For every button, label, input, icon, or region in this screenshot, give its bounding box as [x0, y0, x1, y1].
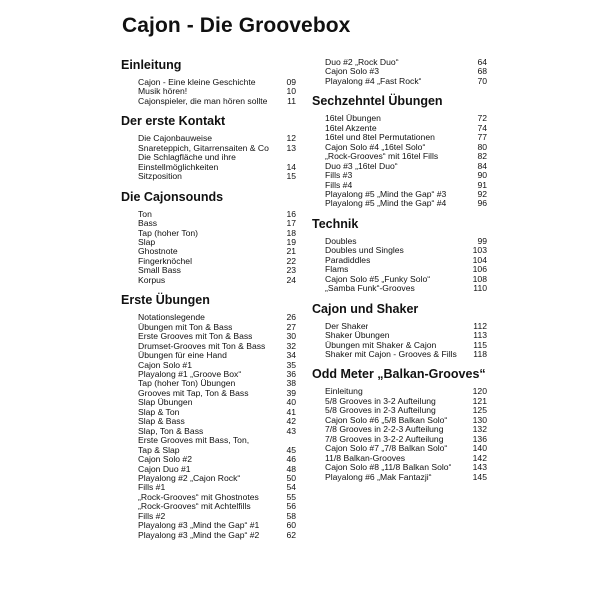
toc-entry-page: 39: [286, 387, 296, 398]
toc-entry-title: Übungen für eine Hand: [138, 351, 227, 361]
page-title: Cajon - Die Groovebox: [122, 14, 351, 37]
toc-entry-title: Shaker mit Cajon - Grooves & Fills: [325, 349, 457, 359]
toc-entry-page: 72: [477, 113, 487, 124]
toc-section: [121, 293, 296, 540]
toc-entry: [312, 256, 487, 265]
toc-entry: [121, 427, 296, 436]
toc-entry: [121, 87, 296, 96]
toc-column-right: [312, 58, 487, 490]
toc-column-left: [121, 58, 296, 548]
toc-entry-page: 77: [477, 132, 487, 143]
toc-entry-title: Bass: [138, 219, 158, 229]
toc-entry-title: 16tel Übungen: [325, 114, 381, 124]
toc-entry-page: 132: [472, 424, 487, 435]
toc-entry-page: 110: [473, 283, 487, 294]
toc-entry: [312, 124, 487, 133]
toc-entry: [312, 265, 487, 274]
toc-entry-title: Doubles und Singles: [325, 246, 404, 256]
toc-entry-title: Erste Grooves mit Ton & Bass: [138, 332, 253, 342]
section-heading: Die Cajonsounds: [121, 189, 224, 204]
section-heading: Sechzehntel Übungen: [312, 94, 443, 109]
toc-entry-page: 09: [286, 77, 296, 87]
toc-entry-title: Drumset-Grooves mit Ton & Bass: [138, 341, 266, 351]
toc-entry-page: 38: [286, 378, 296, 389]
toc-entry-page: 26: [286, 312, 296, 323]
toc-entry: [121, 361, 296, 370]
toc-entry-page: 143: [472, 462, 487, 473]
toc-entry: [121, 417, 296, 426]
toc-section: [312, 94, 487, 209]
toc-section: [312, 58, 487, 86]
toc-entry-title: Cajon Solo #6 „5/8 Balkan Solo“: [325, 415, 448, 425]
toc-entry-title: Playalong #3 „Mind the Gap“ #2: [138, 530, 260, 540]
toc-entry: [312, 406, 487, 415]
toc-entry: [312, 331, 487, 340]
toc-entry: [121, 163, 296, 172]
toc-entry-title: Cajon Solo #2: [138, 455, 192, 465]
toc-entry-title: Duo #3 „16tel Duo“: [325, 161, 398, 171]
toc-entry: [312, 246, 487, 255]
toc-entry-page: 16: [286, 208, 296, 219]
section-heading: Einleitung: [121, 58, 182, 72]
toc-entry-title: Sitzposition: [138, 172, 182, 182]
toc-entry: [121, 257, 296, 266]
toc-entry-page: 118: [473, 348, 487, 359]
toc-entry-page: 96: [477, 198, 487, 209]
toc-entry-title: 7/8 Grooves in 3-2-2 Aufteilung: [325, 434, 444, 444]
toc-entry-title: Doubles: [325, 236, 357, 246]
toc-entry: [121, 210, 296, 219]
toc-entry-page: 42: [286, 416, 296, 427]
toc-section: [312, 302, 487, 360]
toc-entry: [312, 435, 487, 444]
toc-entry: [312, 397, 487, 406]
toc-entry: [121, 379, 296, 388]
toc-section: [121, 114, 296, 181]
toc-entry-title: 16tel und 8tel Permutationen: [325, 133, 435, 143]
toc-entry: [121, 247, 296, 256]
toc-entry: [121, 323, 296, 332]
toc-entry: [121, 266, 296, 275]
toc-entry-title: Playalong #3 „Mind the Gap“ #1: [138, 521, 260, 531]
toc-entry-page: 30: [286, 331, 296, 342]
section-heading: Der erste Kontakt: [121, 114, 226, 129]
toc-entry-page: 45: [286, 444, 296, 455]
toc-entry: [121, 455, 296, 464]
toc-entry-page: 60: [286, 520, 296, 531]
toc-entry: [312, 237, 487, 246]
toc-entry: [312, 199, 487, 208]
toc-entry: [312, 67, 487, 76]
toc-entry: [312, 171, 487, 180]
toc-entry-title: Musik hören!: [138, 87, 188, 97]
toc-entry-page: 36: [286, 368, 296, 379]
toc-entry-title: Die Schlagfläche und ihre: [138, 153, 236, 163]
toc-entry-page: 10: [286, 86, 296, 97]
toc-entry-title: Tap (hoher Ton): [138, 228, 199, 238]
toc-entry-page: 11: [287, 95, 296, 106]
toc-section: [121, 58, 296, 106]
toc-entry-title: Einleitung: [325, 387, 363, 397]
toc-entry-page: 121: [472, 395, 487, 406]
toc-entry-title: Cajon Solo #5 „Funky Solo“: [325, 274, 431, 284]
toc-entry-title: Notationslegende: [138, 313, 205, 323]
toc-entry-title: Shaker Übungen: [325, 331, 390, 341]
toc-entry: [312, 425, 487, 434]
toc-section: [312, 367, 487, 482]
toc-entry: [121, 313, 296, 322]
toc-entry: [121, 408, 296, 417]
toc-entry-title: Slap: [138, 237, 156, 247]
toc-entry-title: Fills #2: [138, 511, 166, 521]
toc-entry-title: „Rock-Grooves“ mit Ghostnotes: [138, 492, 259, 502]
toc-entry-page: 22: [286, 255, 296, 266]
toc-entry-page: 56: [286, 501, 296, 512]
toc-entry: [121, 512, 296, 521]
toc-entry: [312, 444, 487, 453]
toc-entry-page: 62: [286, 529, 296, 540]
toc-entry-title: Grooves mit Tap, Ton & Bass: [138, 388, 249, 398]
toc-entry-title: Paradiddles: [325, 255, 371, 265]
toc-entry-title: Einstellmöglichkeiten: [138, 162, 219, 172]
toc-entry: [121, 493, 296, 502]
toc-entry: [121, 483, 296, 492]
toc-entry: [121, 153, 296, 162]
toc-entry: [312, 341, 487, 350]
toc-entry-page: 40: [286, 397, 296, 408]
toc-entry: [312, 190, 487, 199]
toc-entry-title: Cajonspieler, die man hören sollte: [138, 96, 268, 106]
toc-entry-title: Flams: [325, 265, 349, 275]
toc-entry-title: „Rock-Grooves“ mit Achtelfills: [138, 502, 251, 512]
toc-entry-page: 99: [477, 235, 487, 246]
toc-entry-page: 41: [286, 406, 296, 417]
toc-entry: [312, 463, 487, 472]
toc-entry-page: 106: [472, 264, 487, 275]
toc-entry: [312, 284, 487, 293]
toc-entry-title: 5/8 Grooves in 3-2 Aufteilung: [325, 396, 436, 406]
toc-entry: [312, 114, 487, 123]
toc-entry: [121, 389, 296, 398]
toc-entry-title: Ghostnote: [138, 247, 178, 257]
toc-entry-page: 14: [286, 161, 296, 172]
toc-entry: [121, 332, 296, 341]
toc-entry-page: 54: [286, 482, 296, 493]
toc-section: [121, 190, 296, 286]
toc-entry-page: 34: [286, 350, 296, 361]
toc-entry: [121, 276, 296, 285]
section-heading: Technik: [312, 216, 359, 231]
toc-entry-page: 21: [286, 246, 296, 257]
toc-entry-title: Korpus: [138, 275, 166, 285]
toc-entry-title: 11/8 Balkan-Grooves: [325, 453, 406, 463]
toc-entry-page: 91: [477, 179, 487, 190]
toc-entry: [312, 181, 487, 190]
toc-entry: [121, 474, 296, 483]
toc-entry-title: „Rock-Grooves“ mit 16tel Fills: [325, 152, 439, 162]
section-heading: Cajon und Shaker: [312, 301, 419, 316]
toc-entry-title: Snareteppich, Gitarrensaiten & Co: [138, 143, 269, 153]
toc-entry-page: 80: [477, 141, 487, 152]
toc-entry-page: 48: [286, 463, 296, 474]
toc-entry-title: Ton: [138, 209, 152, 219]
toc-entry: [312, 387, 487, 396]
toc-entry-title: 7/8 Grooves in 2-2-3 Aufteilung: [325, 425, 444, 435]
toc-entry: [312, 143, 487, 152]
toc-entry-title: Der Shaker: [325, 321, 369, 331]
toc-entry-page: 92: [477, 188, 487, 199]
toc-entry-title: Duo #2 „Rock Duo“: [325, 58, 399, 67]
toc-entry: [121, 531, 296, 540]
toc-entry-page: 13: [286, 142, 296, 153]
toc-entry-page: 68: [477, 66, 487, 77]
toc-entry: [121, 134, 296, 143]
toc-entry-title: Cajon - Eine kleine Geschichte: [138, 78, 256, 87]
toc-entry-title: Playalong #6 „Mak Fantazji“: [325, 472, 432, 482]
toc-entry-title: Cajon Duo #1: [138, 464, 191, 474]
toc-entry-page: 46: [286, 454, 296, 465]
toc-entry: [121, 238, 296, 247]
toc-entry: [121, 398, 296, 407]
toc-entry-page: 70: [477, 75, 487, 86]
toc-entry-title: Slap Übungen: [138, 398, 193, 408]
toc-entry: [312, 133, 487, 142]
toc-entry-title: Übungen mit Ton & Bass: [138, 322, 233, 332]
toc-entry-page: 136: [472, 433, 487, 444]
section-heading: Odd Meter „Balkan-Grooves“: [312, 367, 486, 382]
toc-entry: [312, 454, 487, 463]
toc-entry-title: Fills #4: [325, 180, 353, 190]
toc-entry-title: Cajon Solo #1: [138, 360, 192, 370]
toc-entry-page: 15: [286, 171, 296, 182]
toc-entry-title: 16tel Akzente: [325, 123, 377, 133]
toc-entry: [121, 436, 296, 445]
toc-entry-title: Playalong #5 „Mind the Gap“ #3: [325, 189, 447, 199]
toc-entry-page: 108: [472, 273, 487, 284]
toc-entry-page: 112: [473, 320, 487, 331]
toc-entry-page: 17: [286, 218, 296, 229]
toc-entry: [121, 521, 296, 530]
toc-entry: [121, 370, 296, 379]
toc-entry: [312, 322, 487, 331]
toc-entry-title: Cajon Solo #4 „16tel Solo“: [325, 142, 426, 152]
toc-entry-page: 125: [472, 405, 487, 416]
toc-entry-page: 19: [286, 236, 296, 247]
toc-entry: [121, 229, 296, 238]
toc-entry-title: Playalong #5 „Mind the Gap“ #4: [325, 199, 447, 209]
toc-entry-title: Erste Grooves mit Bass, Ton,: [138, 436, 250, 446]
toc-entry-page: 12: [286, 133, 296, 144]
toc-entry-title: 5/8 Grooves in 2-3 Aufteilung: [325, 406, 436, 416]
toc-entry: [121, 97, 296, 106]
toc-entry-page: 82: [477, 151, 487, 162]
toc-entry: [312, 473, 487, 482]
toc-entry-title: Slap, Ton & Bass: [138, 426, 204, 436]
toc-entry-page: 84: [477, 160, 487, 171]
toc-entry: [121, 351, 296, 360]
toc-entry-title: Playalong #2 „Cajon Rock“: [138, 473, 241, 483]
toc-entry-page: 58: [286, 510, 296, 521]
toc-entry-page: 130: [472, 414, 487, 425]
toc-entry-page: 27: [286, 321, 296, 332]
toc-entry-page: 55: [286, 491, 296, 502]
toc-entry-page: 18: [286, 227, 296, 238]
toc-entry-page: 74: [477, 122, 487, 133]
toc-entry-title: Slap & Ton: [138, 407, 180, 417]
toc-entry-page: 103: [472, 245, 487, 256]
toc-entry-title: Die Cajonbauweise: [138, 134, 213, 144]
toc-section: [312, 217, 487, 294]
toc-entry-page: 24: [286, 274, 296, 285]
toc-entry-title: Übungen mit Shaker & Cajon: [325, 340, 437, 350]
toc-entry-page: 120: [472, 386, 487, 397]
toc-entry-title: Small Bass: [138, 266, 181, 276]
toc-entry-title: Fills #3: [325, 171, 353, 181]
toc-entry: [312, 162, 487, 171]
toc-entry: [312, 416, 487, 425]
toc-entry: [312, 77, 487, 86]
toc-entry-page: 35: [286, 359, 296, 370]
toc-entry-title: Slap & Bass: [138, 417, 185, 427]
toc-entry-page: 115: [473, 339, 487, 350]
toc-entry: [121, 78, 296, 87]
toc-entry-title: Tap (hoher Ton) Übungen: [138, 379, 236, 389]
toc-entry-page: 32: [286, 340, 296, 351]
toc-entry-title: Cajon Solo #7 „7/8 Balkan Solo“: [325, 444, 448, 454]
toc-entry-page: 104: [472, 254, 487, 265]
toc-entry: [312, 275, 487, 284]
section-heading: Erste Übungen: [121, 293, 210, 308]
toc-entry: [312, 350, 487, 359]
toc-entry: [121, 502, 296, 511]
toc-entry: [121, 219, 296, 228]
toc-entry: [121, 446, 296, 455]
toc-entry-title: Playalong #4 „Fast Rock“: [325, 76, 422, 86]
toc-entry-page: 43: [286, 425, 296, 436]
toc-entry-page: 145: [472, 471, 487, 482]
toc-entry-title: Cajon Solo #8 „11/8 Balkan Solo“: [325, 463, 452, 473]
toc-entry-page: 90: [477, 170, 487, 181]
toc-entry-page: 64: [477, 57, 487, 67]
toc-entry-page: 113: [473, 330, 487, 341]
toc-entry-title: Fills #1: [138, 483, 166, 493]
toc-entry: [121, 465, 296, 474]
toc-entry: [121, 144, 296, 153]
toc-entry-page: 142: [472, 452, 487, 463]
toc-entry-title: Tap & Slap: [138, 445, 180, 455]
toc-entry: [121, 342, 296, 351]
toc-entry-title: Fingerknöchel: [138, 256, 192, 266]
toc-entry: [312, 152, 487, 161]
toc-entry-page: 140: [472, 443, 487, 454]
toc-entry-title: „Samba Funk“-Grooves: [325, 284, 415, 294]
toc-entry-title: Playalong #1 „Groove Box“: [138, 369, 242, 379]
toc-entry-page: 23: [286, 265, 296, 276]
toc-entry-page: 50: [286, 472, 296, 483]
toc-entry-title: Cajon Solo #3: [325, 67, 379, 77]
toc-entry: [312, 58, 487, 67]
toc-entry: [121, 172, 296, 181]
